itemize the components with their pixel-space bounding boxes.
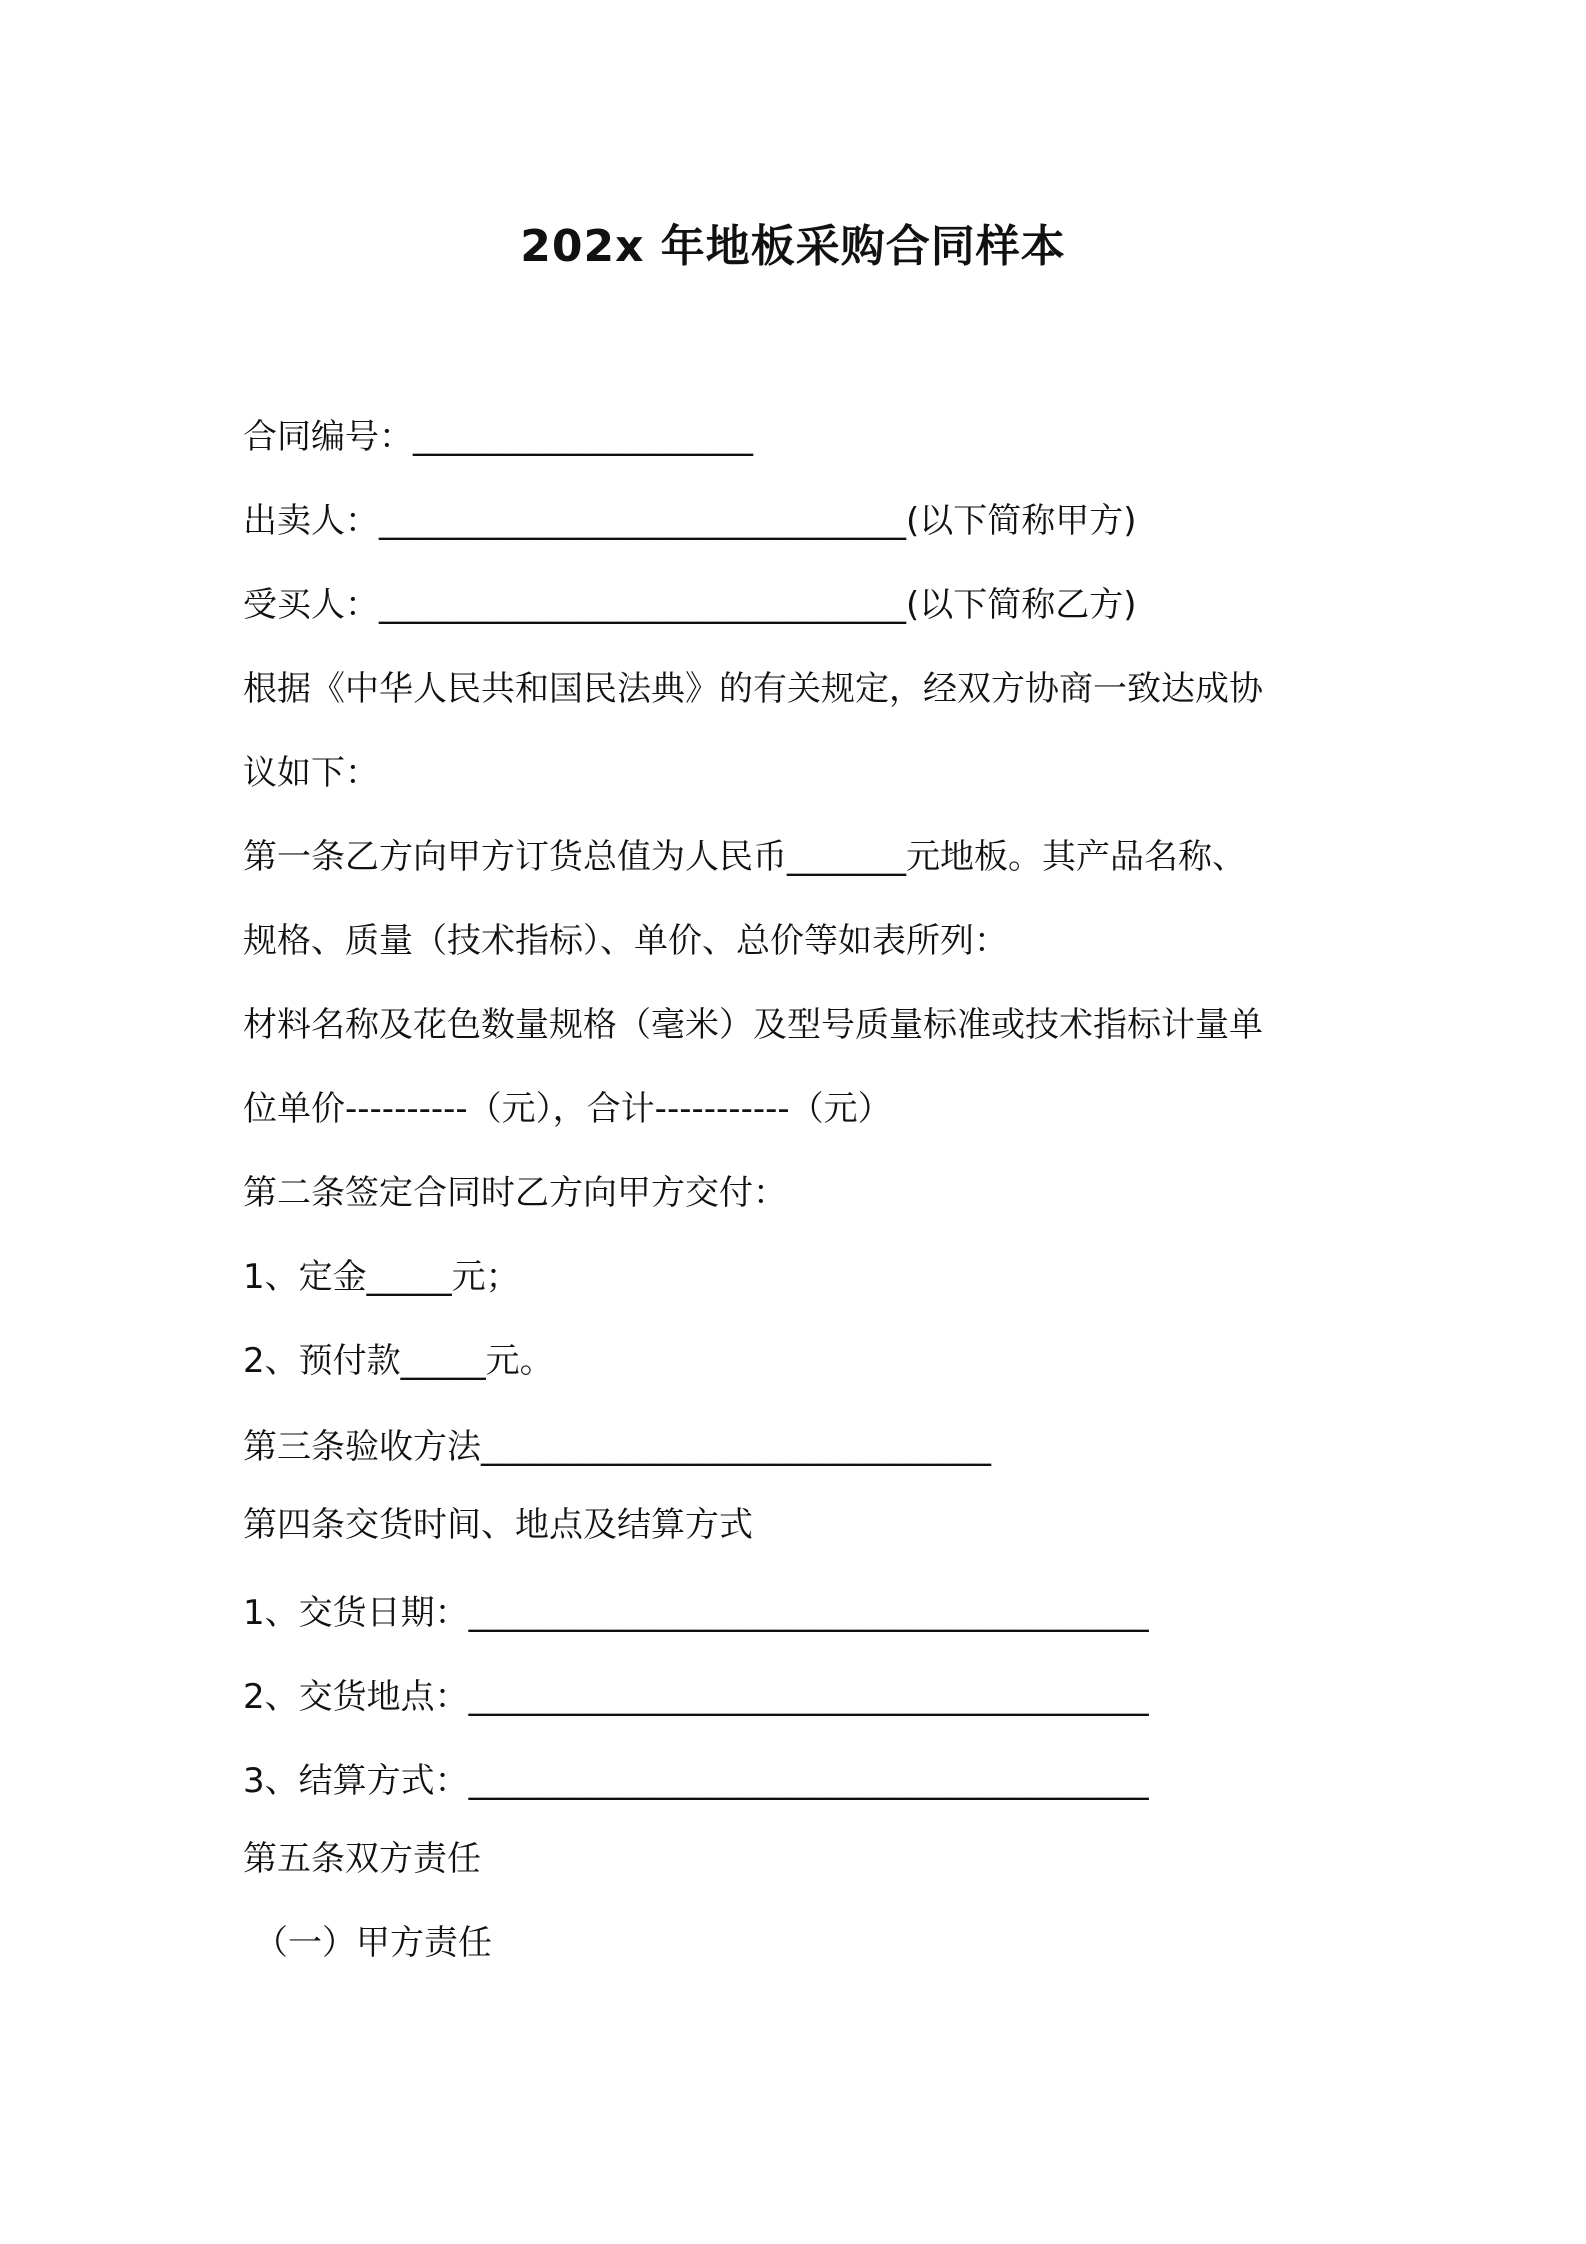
preamble-line-1: 根据《中华人民共和国民法典》的有关规定，经双方协商一致达成协 xyxy=(243,669,1263,709)
article-5-heading: 第五条双方责任 xyxy=(243,1839,481,1879)
seller-line: 出卖人：_______________________________(以下简称甲方) xyxy=(243,501,1137,541)
prepayment-line: 2、预付款_____元。 xyxy=(243,1341,554,1381)
article-1-line-2: 规格、质量（技术指标）、单价、总价等如表所列： xyxy=(243,921,1008,961)
deposit-line: 1、定金_____元； xyxy=(243,1257,520,1297)
buyer-line: 受买人：_______________________________(以下简称乙方) xyxy=(243,585,1137,625)
settlement-method-line: 3、结算方式：________________________________________ xyxy=(243,1761,1149,1801)
article-2-heading: 第二条签定合同时乙方向甲方交付： xyxy=(243,1173,787,1213)
delivery-date-line: 1、交货日期：________________________________________ xyxy=(243,1593,1149,1633)
material-table-line-1: 材料名称及花色数量规格（毫米）及型号质量标准或技术指标计量单 xyxy=(243,1005,1263,1045)
preamble-line-2: 议如下： xyxy=(243,753,379,793)
material-table-line-2: 位单价----------（元），合计-----------（元） xyxy=(243,1089,892,1129)
party-a-responsibility-heading: （一）甲方责任 xyxy=(254,1923,492,1963)
delivery-place-line: 2、交货地点：________________________________________ xyxy=(243,1677,1149,1717)
article-1-line-1: 第一条乙方向甲方订货总值为人民币_______元地板。其产品名称、 xyxy=(243,837,1246,877)
contract-number-line: 合同编号：____________________ xyxy=(243,417,753,457)
document-title: 202x 年地板采购合同样本 xyxy=(520,221,1066,272)
article-4-heading: 第四条交货时间、地点及结算方式 xyxy=(243,1505,753,1545)
article-3-line: 第三条验收方法______________________________ xyxy=(243,1427,991,1467)
